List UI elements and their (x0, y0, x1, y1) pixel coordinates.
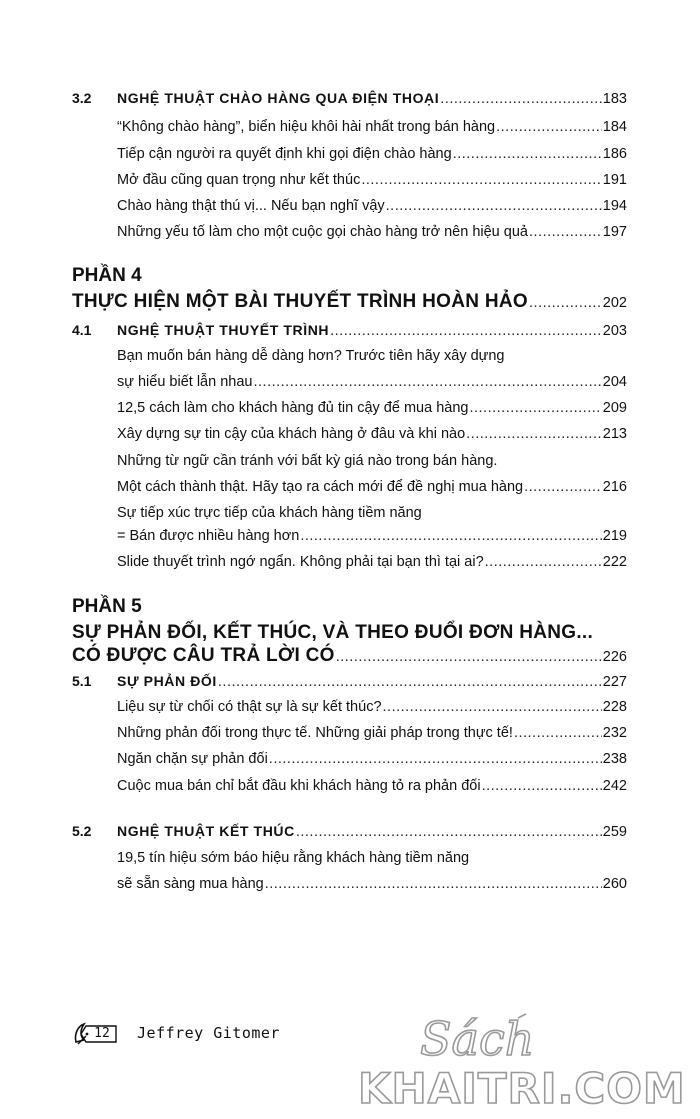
section-number: 3.2 (72, 90, 92, 106)
toc-entry[interactable] (117, 196, 627, 216)
page-ref: 242 (602, 778, 627, 794)
leader-dots (514, 723, 602, 743)
page-ref: 186 (602, 146, 627, 162)
toc-entry[interactable] (117, 749, 627, 769)
leader-dots (265, 874, 602, 894)
entry-text: Một cách thành thật. Hãy tạo ra cách mới để đề nghị mua hàng (117, 479, 524, 495)
entry-text: Liệu sự từ chối có thật sự là sự kết thúc? (117, 699, 382, 715)
watermark-script-text: Sách (420, 1012, 535, 1066)
leader-dots (253, 372, 601, 392)
leader-dots (361, 170, 601, 190)
toc-entry[interactable] (117, 552, 627, 572)
leader-dots (469, 398, 601, 418)
part-title: THỰC HIỆN MỘT BÀI THUYẾT TRÌNH HOÀN HẢO (72, 291, 529, 312)
entry-text: Ngăn chặn sự phản đối (117, 751, 268, 767)
page-ref: 232 (602, 725, 627, 741)
toc-entry[interactable] (117, 144, 627, 164)
page-ref: 183 (602, 91, 627, 107)
page-ref: 260 (602, 876, 627, 892)
page-ref: 203 (602, 323, 627, 339)
toc-entry[interactable] (117, 372, 627, 392)
entry-text: “Không chào hàng”, biển hiệu khôi hài nhất trong bán hàng (117, 119, 496, 135)
leader-dots (529, 222, 602, 242)
entry-text-line: Bạn muốn bán hàng dễ dàng hơn? Trước tiên hãy xây dựng (117, 348, 505, 364)
leader-dots (482, 776, 602, 796)
leader-dots (269, 749, 602, 769)
page-ref: 197 (602, 224, 627, 240)
toc-section-3-2[interactable] (117, 88, 627, 109)
page-ref: 238 (602, 751, 627, 767)
section-title: NGHỆ THUẬT KẾT THÚC (117, 823, 295, 839)
page-ref: 222 (602, 554, 627, 570)
section-title: NGHỆ THUẬT CHÀO HÀNG QUA ĐIỆN THOẠI (117, 90, 440, 106)
leader-dots (218, 672, 602, 692)
toc-part-5[interactable] (72, 644, 627, 669)
toc-entry[interactable] (117, 526, 627, 546)
entry-text: 12,5 cách làm cho khách hàng đủ tin cậy để mua hàng (117, 400, 469, 416)
leader-dots (453, 144, 602, 164)
leader-dots (485, 552, 602, 572)
section-title: NGHỆ THUẬT THUYẾT TRÌNH (117, 322, 330, 338)
section-number: 5.2 (72, 823, 92, 839)
leader-dots (383, 697, 602, 717)
leader-dots (496, 117, 602, 137)
toc-entry[interactable] (117, 776, 627, 796)
page-ref: 204 (602, 374, 627, 390)
entry-text: sự hiểu biết lẫn nhau (117, 374, 253, 390)
toc-section-5-2[interactable] (117, 821, 627, 842)
toc-entry[interactable] (117, 117, 627, 137)
entry-text: Xây dựng sự tin cậy của khách hàng ở đâu và khi nào (117, 426, 466, 442)
toc-entry[interactable] (117, 170, 627, 190)
toc-entry[interactable] (117, 477, 627, 497)
page-number: 12 (94, 1026, 110, 1041)
part-label: PHẦN 4 (72, 265, 142, 286)
entry-text-line: 19,5 tín hiệu sớm báo hiệu rằng khách hàng tiềm năng (117, 850, 470, 866)
entry-text-line: Sự tiếp xúc trực tiếp của khách hàng tiềm năng (117, 505, 422, 521)
leader-dots (330, 321, 602, 341)
leader-dots (440, 89, 602, 109)
section-number: 5.1 (72, 673, 92, 689)
entry-text: Những phản đối trong thực tế. Những giải pháp trong thực tế! (117, 725, 513, 741)
page-ref: 228 (602, 699, 627, 715)
section-number: 4.1 (72, 322, 92, 338)
khaitri-watermark-logo (350, 1000, 695, 1115)
page-ref: 216 (602, 479, 627, 495)
page-ref: 227 (602, 674, 627, 690)
entry-text-line: Những từ ngữ cần tránh với bất kỳ giá nào trong bán hàng. (117, 453, 498, 469)
entry-text: Cuộc mua bán chỉ bắt đầu khi khách hàng tỏ ra phản đối (117, 778, 481, 794)
page-ref: 259 (602, 824, 627, 840)
page-ref: 226 (602, 649, 627, 665)
page-ref: 219 (602, 528, 627, 544)
part-title: CÓ ĐƯỢC CÂU TRẢ LỜI CÓ (72, 645, 335, 666)
leader-dots (524, 477, 602, 497)
entry-text: Chào hàng thật thú vị... Nếu bạn nghĩ vậy (117, 198, 385, 214)
entry-text: Slide thuyết trình ngớ ngẩn. Không phải tại bạn thì tại ai? (117, 554, 484, 570)
part-label: PHẦN 5 (72, 596, 142, 617)
page-ref: 184 (602, 119, 627, 135)
toc-entry[interactable] (117, 398, 627, 418)
watermark-brand-text: KHAITRI.COM (358, 1064, 686, 1113)
entry-text: Những yếu tố làm cho một cuộc gọi chào hàng trở nên hiệu quả (117, 224, 528, 240)
leader-dots (386, 196, 602, 216)
toc-section-4-1[interactable] (117, 320, 627, 341)
running-author: Jeffrey Gitomer (137, 1024, 280, 1042)
toc-part-4[interactable] (72, 290, 627, 315)
page-ref: 202 (602, 295, 627, 311)
entry-text: = Bán được nhiều hàng hơn (117, 528, 300, 544)
leader-dots (466, 424, 602, 444)
part-title-line: SỰ PHẢN ĐỐI, KẾT THÚC, VÀ THEO ĐUỔI ĐƠN HÀNG... (72, 622, 594, 643)
leader-dots (296, 822, 602, 842)
page-ref: 209 (602, 400, 627, 416)
entry-text: sẽ sẵn sàng mua hàng (117, 876, 264, 892)
page-ref: 213 (602, 426, 627, 442)
page-ref: 191 (602, 172, 627, 188)
leader-dots (300, 526, 601, 546)
entry-text: Tiếp cận người ra quyết định khi gọi điện chào hàng (117, 146, 452, 162)
toc-entry[interactable] (117, 723, 627, 743)
toc-entry[interactable] (117, 874, 627, 894)
section-title: SỰ PHẢN ĐỐI (117, 673, 217, 689)
entry-text: Mở đầu cũng quan trọng như kết thúc (117, 172, 361, 188)
leader-dots (529, 291, 602, 315)
toc-section-5-1[interactable] (117, 671, 627, 692)
toc-entry[interactable] (117, 424, 627, 444)
leader-dots (336, 645, 602, 669)
page-ref: 194 (602, 198, 627, 214)
toc-entry[interactable] (117, 697, 627, 717)
toc-entry[interactable] (117, 222, 627, 242)
